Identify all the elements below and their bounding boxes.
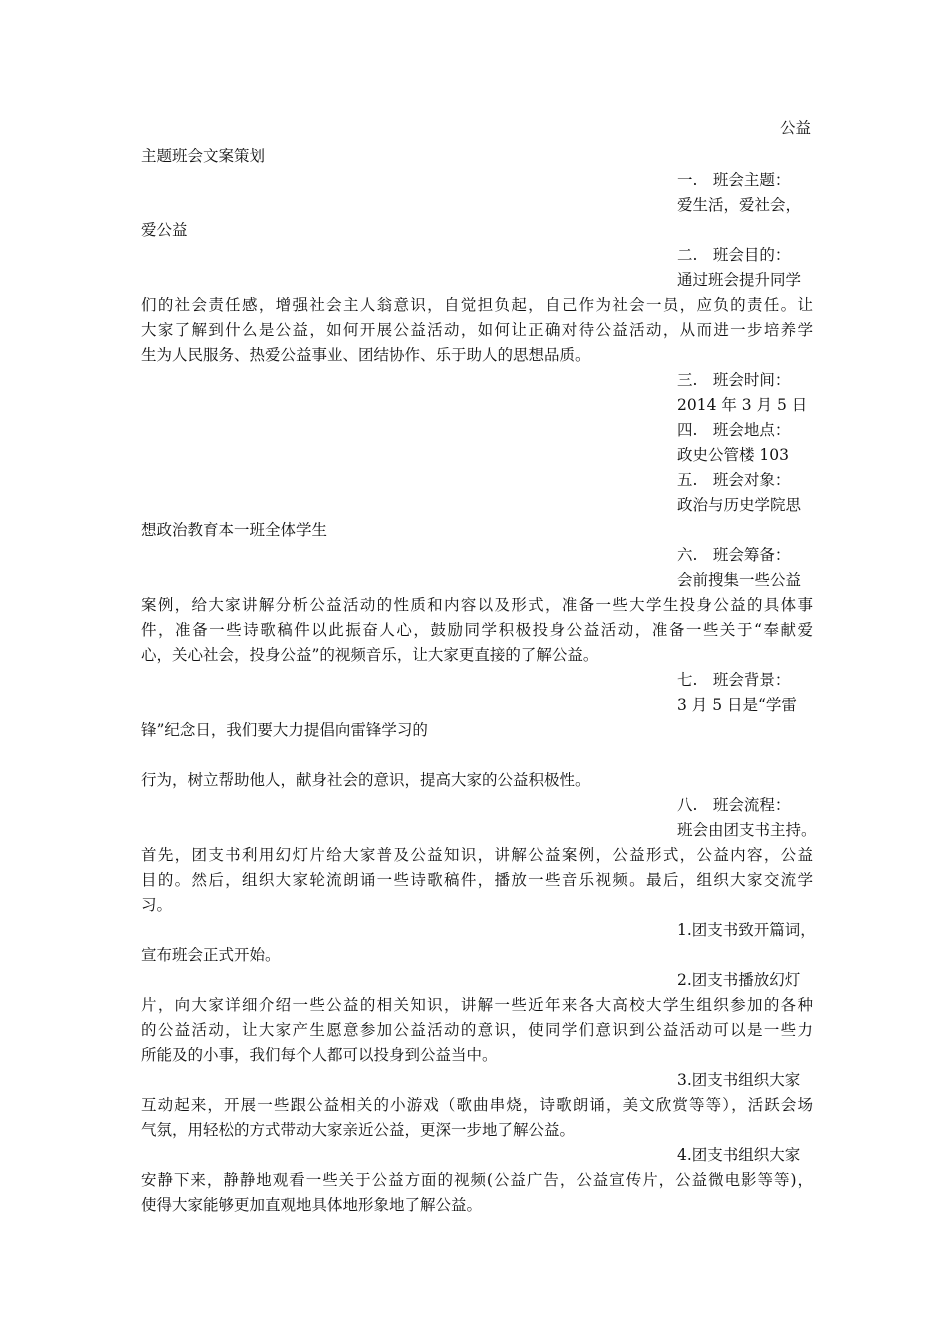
- step-4-text: 4.团支书组织大家: [677, 1146, 801, 1164]
- section-6-text: 案例，给大家讲解分析公益活动的性质和内容以及形式，准备一些大学生投身公益的具体事: [141, 596, 813, 614]
- section-7-text: 锋”纪念日，我们要大力提倡向雷锋学习的: [141, 721, 428, 739]
- section-7-heading: 七. 班会背景：: [677, 671, 791, 689]
- step-1-text: 1.团支书致开篇词，: [677, 921, 816, 939]
- section-6-heading: 六. 班会筹备：: [677, 546, 791, 564]
- section-2-text: 通过班会提升同学: [677, 271, 802, 289]
- section-8-text: 习。: [141, 896, 173, 914]
- section-8-text: 目的。然后，组织大家轮流朗诵一些诗歌稿件，播放一些音乐视频。最后，组织大家交流学: [141, 871, 813, 889]
- section-3-text: 2014 年 3 月 5 日: [677, 396, 808, 414]
- step-2-text: 片，向大家详细介绍一些公益的相关知识，讲解一些近年来各大高校大学生组织参加的各种: [141, 996, 813, 1014]
- section-7-text: 3 月 5 日是“学雷: [677, 696, 797, 714]
- step-2-text: 所能及的小事，我们每个人都可以投身到公益当中。: [141, 1046, 498, 1064]
- section-4-heading: 四. 班会地点：: [677, 421, 791, 439]
- section-7-text: 行为，树立帮助他人，献身社会的意识，提高大家的公益积极性。: [141, 771, 591, 789]
- step-3-text: 互动起来，开展一些跟公益相关的小游戏（歌曲串烧，诗歌朗诵，美文欣赏等等），活跃会场: [141, 1096, 813, 1114]
- section-2-text: 大家了解到什么是公益，如何开展公益活动，如何让正确对待公益活动，从而进一步培养学: [141, 321, 813, 339]
- step-3-text: 3.团支书组织大家: [677, 1071, 801, 1089]
- step-3-text: 气氛，用轻松的方式带动大家亲近公益，更深一步地了解公益。: [141, 1121, 576, 1139]
- step-2-text: 2.团支书播放幻灯: [677, 971, 801, 989]
- section-8-text: 班会由团支书主持。: [677, 821, 817, 839]
- section-5-text: 政治与历史学院思: [677, 496, 802, 514]
- section-4-text: 政史公管楼 103: [677, 446, 790, 464]
- doc-title-line1: 公益: [780, 119, 812, 137]
- section-2-text: 们的社会责任感，增强社会主人翁意识，自觉担负起，自己作为社会一员，应负的责任。让: [141, 296, 813, 314]
- section-5-heading: 五. 班会对象：: [677, 471, 791, 489]
- step-4-text: 使得大家能够更加直观地具体地形象地了解公益。: [141, 1196, 483, 1214]
- section-3-heading: 三. 班会时间：: [677, 371, 791, 389]
- section-6-text: 会前搜集一些公益: [677, 571, 802, 589]
- section-2-heading: 二. 班会目的：: [677, 246, 791, 264]
- section-2-text: 生为人民服务、热爱公益事业、团结协作、乐于助人的思想品质。: [141, 346, 591, 364]
- section-5-text: 想政治教育本一班全体学生: [141, 521, 328, 539]
- step-2-text: 的公益活动，让大家产生愿意参加公益活动的意识，使同学们意识到公益活动可以是一些力: [141, 1021, 813, 1039]
- section-6-text: 件，准备一些诗歌稿件以此振奋人心，鼓励同学积极投身公益活动，准备一些关于“奉献爱: [141, 621, 813, 639]
- step-4-text: 安静下来，静静地观看一些关于公益方面的视频(公益广告，公益宣传片，公益微电影等等)，: [141, 1171, 813, 1189]
- section-1-text: 爱生活，爱社会，: [677, 196, 802, 214]
- section-6-text: 心，关心社会，投身公益”的视频音乐，让大家更直接的了解公益。: [141, 646, 599, 664]
- doc-title-line2: 主题班会文案策划: [141, 147, 266, 165]
- section-1-text: 爱公益: [141, 221, 188, 239]
- section-1-heading: 一. 班会主题：: [677, 171, 791, 189]
- step-1-text: 宣布班会正式开始。: [141, 946, 281, 964]
- section-8-text: 首先，团支书利用幻灯片给大家普及公益知识，讲解公益案例，公益形式，公益内容，公益: [141, 846, 813, 864]
- section-8-heading: 八. 班会流程：: [677, 796, 791, 814]
